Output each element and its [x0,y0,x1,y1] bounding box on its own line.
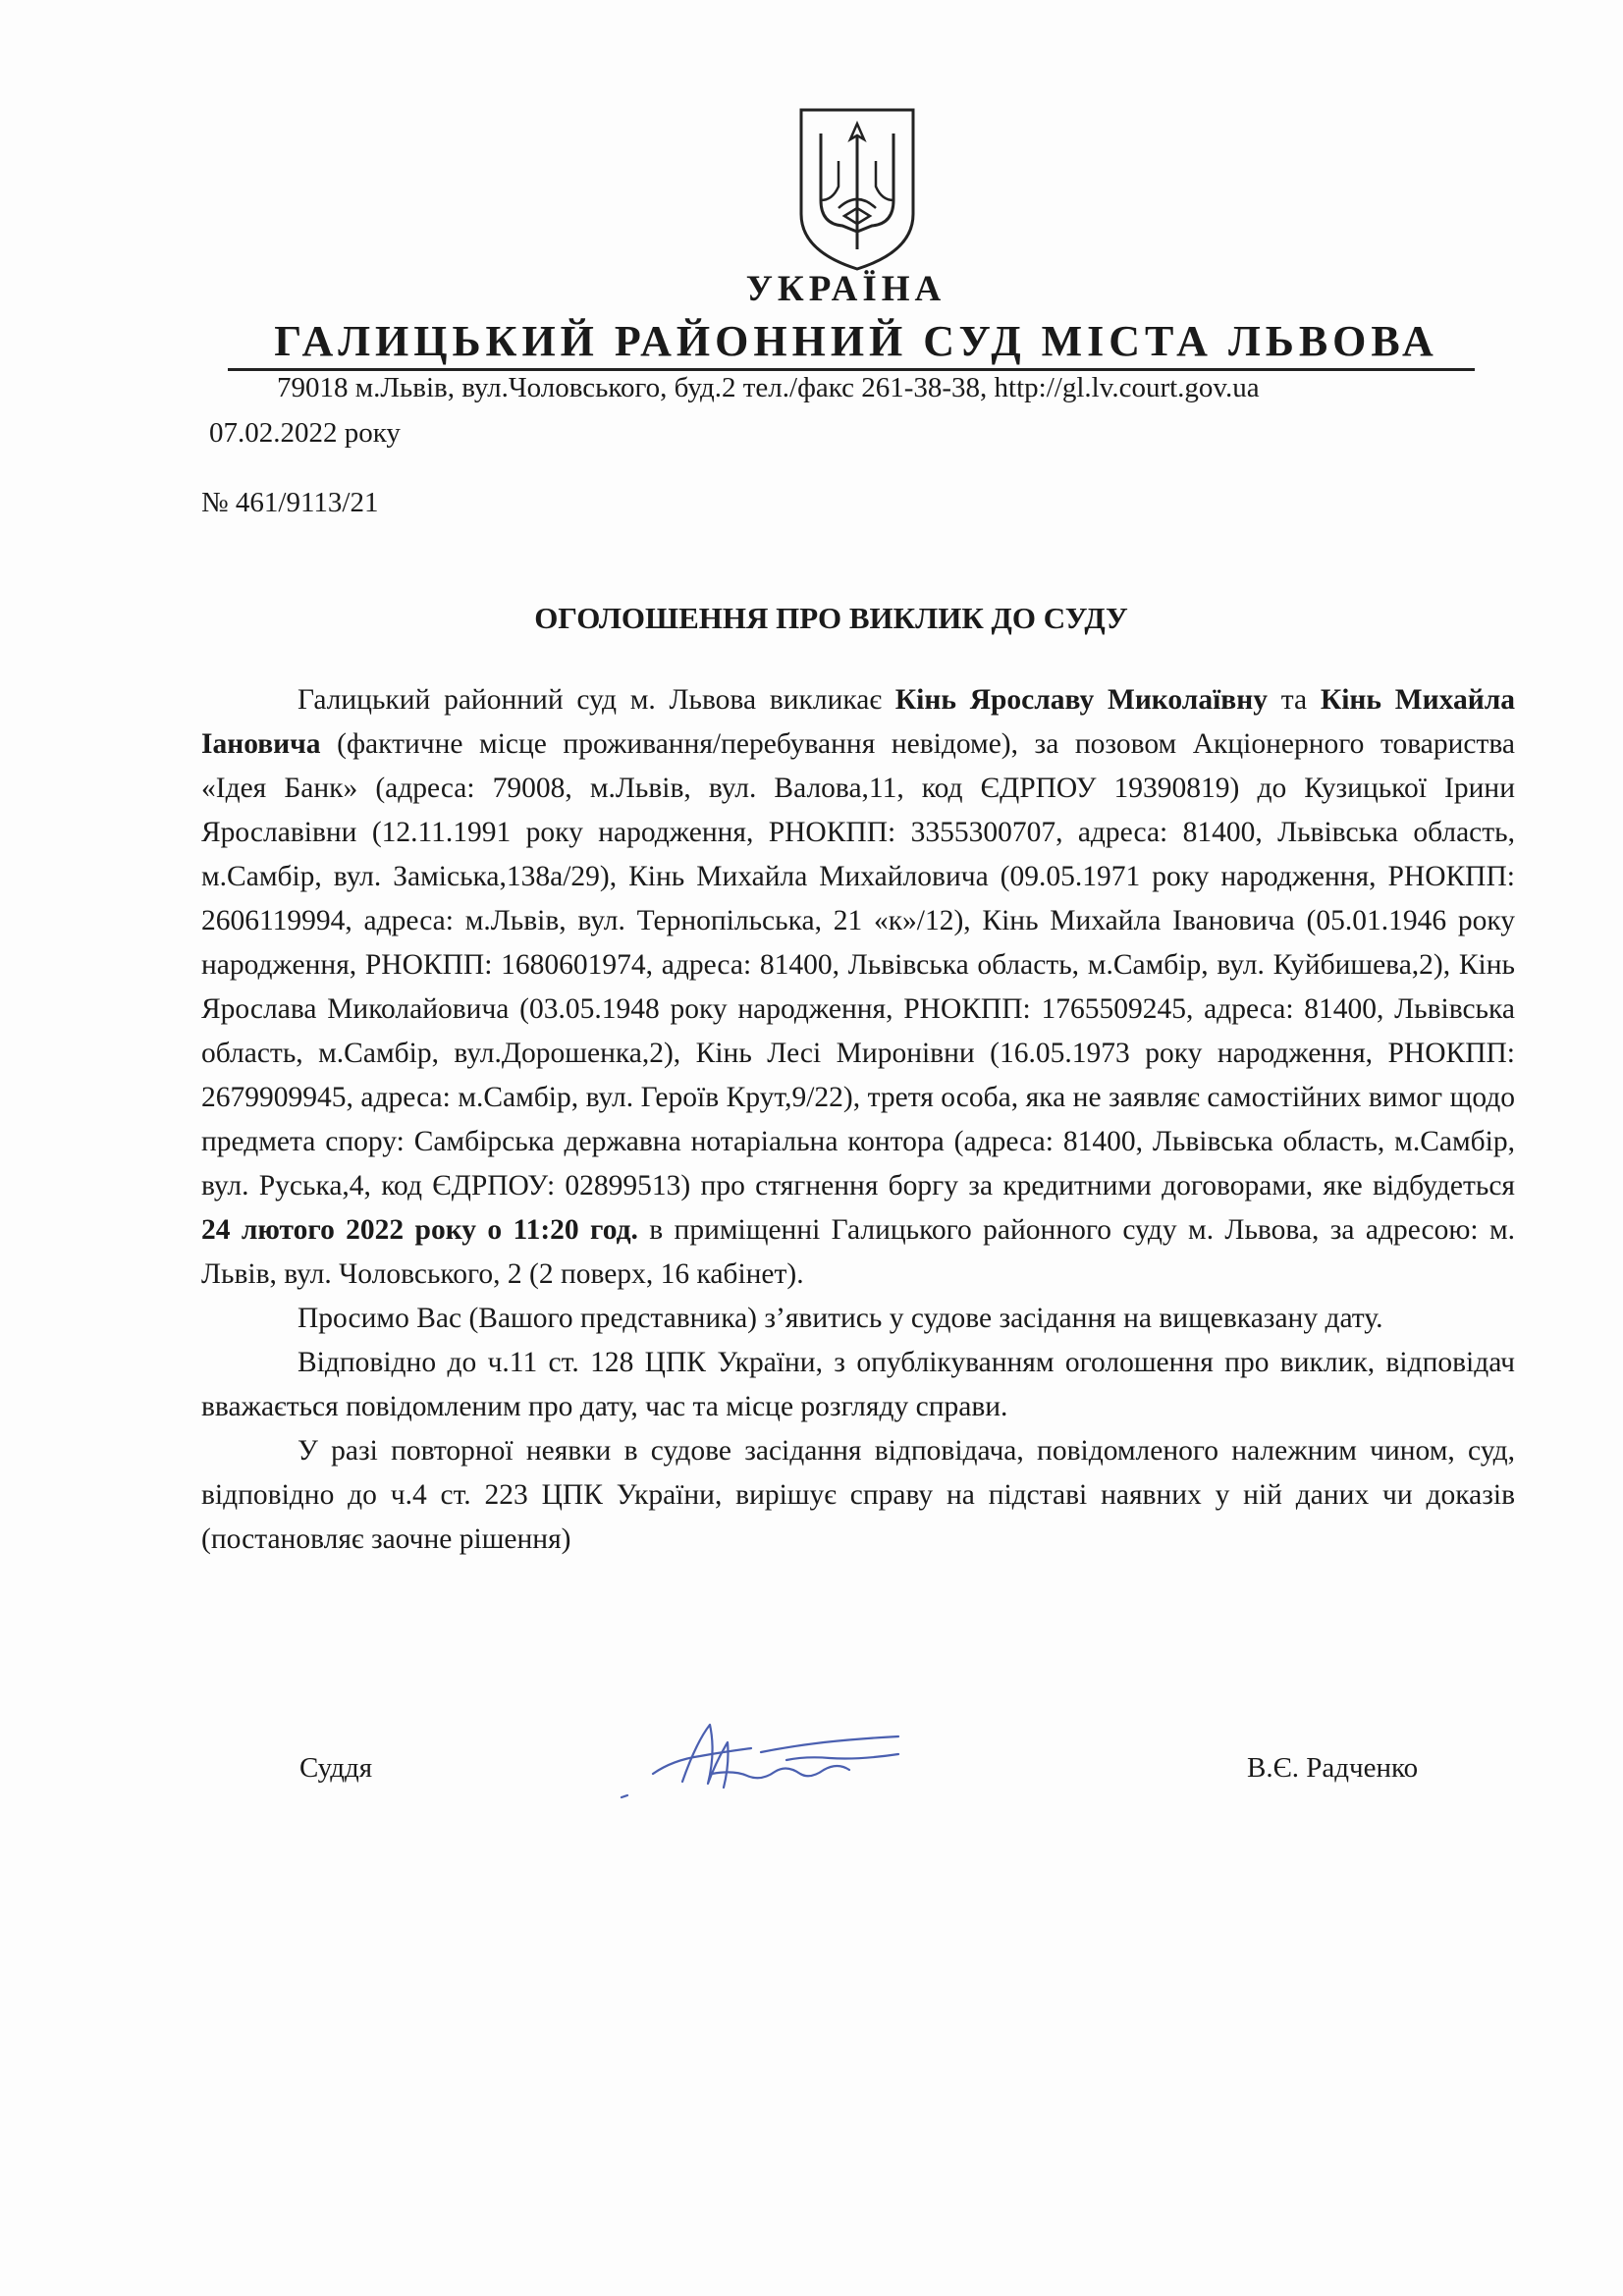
p1-text-1: Галицький районний суд м. Львова викликає [298,684,895,716]
p1-text-4: в приміщенні Галицького районного суду м. Львова, за адресою: м. Львів, вул. Чоловського, 2 (2 поверх, 16 кабінет). [201,1214,1515,1290]
header-divider [228,368,1475,371]
notice-body [201,678,1515,1562]
case-number: № 461/9113/21 [201,487,379,518]
handwritten-signature [614,1713,928,1821]
p1-text-3: (фактичне місце проживання/перебування невідоме), за позовом Акціонерного товариства «Ідея Банк» (адреса: 79008, м.Львів, вул. Валова,11, код ЄДРПОУ 19390819) до Кузицької Ірини Ярославівни (12.11.1991 року народження, РНОКПП: 3355300707, адреса: 81400, Львівська область, м.Самбір, вул. Заміська,138а/29), Кінь Михайла Михайловича (09.05.1971 року народження, РНОКПП: 2606119994, адреса: м.Львів, вул. Тернопільська, 21 «к»/12), Кінь Михайла Івановича (05.01.1946 року народження, РНОКПП: 1680601974, адреса: 81400, Львівська область, м.Самбір, вул. Куйбишева,2), Кінь Ярослава Миколайовича (03.05.1948 року народження, РНОКПП: 1765509245, адреса: 81400, Львівська область, м.Самбір, вул.Дорошенка,2), Кінь Лесі Миронівни (16.05.1973 року народження, РНОКПП: 2679909945, адреса: м.Самбір, вул. Героїв Крут,9/22), третя особа, яка не заявляє самостійних вимог щодо предмета спору: Самбірська державна нотаріальна контора (адреса: 81400, Львівська область, м.Самбір, вул. Руська,4, код ЄДРПОУ: 02899513) про стягнення боргу за кредитними договорами, яке відбудеться [201,728,1515,1201]
notice-paragraph-main [201,678,1515,1297]
document-date: 07.02.2022 року [209,417,401,449]
notice-paragraph-request: Просимо Вас (Вашого представника) з’явитись у судове засідання на вищевказану дату. [298,1303,1383,1334]
country-title: УКРАЇНА [745,269,947,309]
p1-text-2: та [1267,684,1321,716]
court-address: 79018 м.Львів, вул.Чоловського, буд.2 тел./факс 261-38-38, http://gl.lv.court.gov.ua [277,372,1260,403]
notice-paragraph-consequence: У разі повторної неявки в судове засідання відповідача, повідомленого належним чином, суд, відповідно до ч.4 ст. 223 ЦПК України, вирішує справу на підставі наявних у ній даних чи доказів (постановляє заочне рішення) [201,1435,1515,1555]
judge-label: Суддя [299,1752,373,1784]
court-name: ГАЛИЦЬКИЙ РАЙОННИЙ СУД МІСТА ЛЬВОВА [274,317,1438,365]
hearing-datetime: 24 лютого 2022 року о 11:20 год. [201,1214,638,1246]
summoned-person-2: Кінь Михайла Іановича [201,684,1515,760]
summoned-person-1: Кінь Ярославу Миколаївну [894,684,1268,716]
signature-block [0,1742,1623,1841]
notice-title: ОГОЛОШЕННЯ ПРО ВИКЛИК ДО СУДУ [534,601,1128,635]
trident-emblem-icon [793,106,921,273]
judge-name: В.Є. Радченко [1247,1752,1419,1784]
notice-paragraph-law: Відповідно до ч.11 ст. 128 ЦПК України, з опублікуванням оголошення про виклик, відповідач вважається повідомленим про дату, час та місце розгляду справи. [201,1347,1515,1422]
